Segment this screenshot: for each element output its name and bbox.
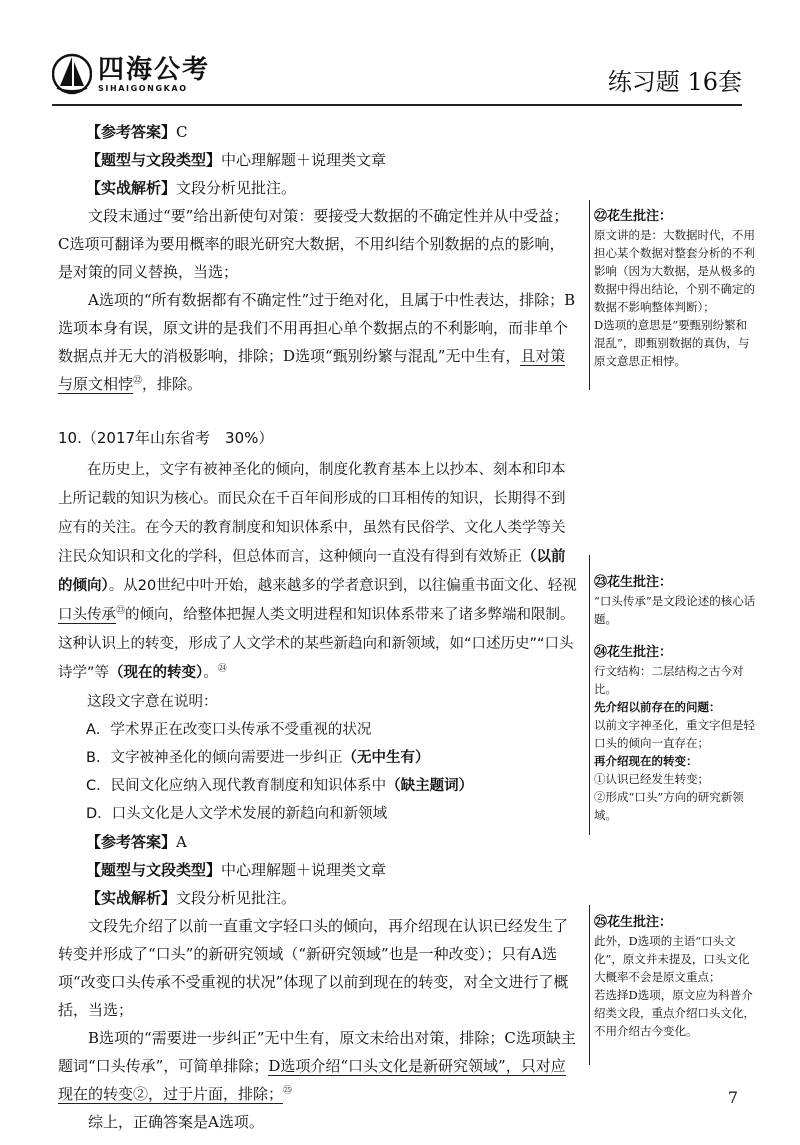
q10-option-b: B．文字被神圣化的倾向需要进一步纠正（无中生有） (86, 750, 430, 766)
q10-passage: 在历史上，文字有被神圣化的倾向，制度化教育基本上以抄本、刻本和印本上所记载的知识为核心。而民众在千百年间形成的口耳相传的知识，长期得不到应有的关注。在今天的教育制度和知识体系中，虽然有民俗学、文化人类学等关注民众知识和文化的学科，但总体而言，这种倾向一直没有得到有效矫正（以前的倾向）。从20世纪中叶开始，越来越多的学者意识到，以往偏重书面文化、轻视口头传承$^㉓$的倾向，给整体把握人类文明进程和知识体系带来了诸多弊端和限制。这种认识上的转变，形成了人文学术的某些新趋向和新领域，如“口述历史”“口头诗学”等（现在的转变）。$^㉔$ (58, 462, 577, 681)
note-22-title: ㉒花生批注： (594, 209, 673, 224)
q10-analysis-line: 【实战解析】文段分析见批注。 (86, 889, 297, 907)
q9-answer-line: 【参考答案】C (86, 123, 188, 141)
side-note-23 (594, 574, 756, 628)
brand-name-cn: 四海公考 (98, 54, 211, 85)
q10-title: 10.（2017年山东省考 30%） (58, 429, 274, 447)
sailboat-logo-icon (52, 52, 92, 96)
side-note-22 (594, 208, 756, 370)
q10-option-a: A．学术界正在改变口头传承不受重视的状况 (86, 722, 372, 738)
q9-underlined-phrase: 且对策与原文相悖 (58, 347, 566, 393)
q9-analysis-line: 【实战解析】文段分析见批注。 (86, 179, 297, 197)
q10-underlined-d-option: D选项介绍“口头文化是新研究领域”，只对应现在的转变②，过于片面，排除； (58, 1057, 566, 1103)
page-number: 7 (727, 1088, 738, 1107)
q9-analysis-p1: 文段末通过“要”给出新使句对策：要接受大数据的不确定性并从中受益；C选项可翻译为要用概率的眼光研究大数据，不用纠结个别数据的点的影响，是对策的同义替换，当选； (58, 207, 569, 281)
annotation-marker-22: ㉒ (133, 376, 143, 386)
q10-option-d: D．口头文化是人文学术发展的新趋向和新领域 (86, 806, 388, 822)
brand-logo (52, 52, 210, 96)
header-divider (52, 104, 742, 106)
series-suffix: 套 (718, 68, 742, 96)
side-note-25 (594, 914, 756, 1040)
q10-options (58, 716, 578, 828)
brand-name-en: SIHAIGONGKAO (98, 83, 188, 93)
q10-underlined-oral: 口头传承 (58, 607, 116, 623)
q10-analysis-p3: 综上，正确答案是A选项。 (88, 1113, 264, 1131)
q10-type-line: 【题型与文段类型】中心理解题＋说理类文章 (86, 861, 387, 879)
note-23-body: “口头传承”是文段论述的核心话题。 (594, 594, 756, 626)
series-number: 16 (687, 68, 718, 96)
annotation-marker-23: ㉓ (116, 606, 126, 617)
series-title (608, 62, 742, 97)
annotation-marker-24: ㉔ (217, 664, 227, 675)
note-rule-23-24 (589, 555, 590, 835)
note-25-body2: 若选择D选项，原文应为科普介绍类文段，重点介绍口头文化，不用介绍古今变化。 (594, 988, 755, 1038)
note-23-title: ㉓花生批注： (594, 575, 673, 590)
q9-analysis-p2: A选项的“所有数据都有不确定性”过于绝对化，且属于中性表达，排除；B选项本身有误，原文讲的是我们不用再担心单个数据点的不利影响，而非单个数据点并无大的消极影响，排除；D选项“甄别纷繁与混乱”无中生有，且对策与原文相悖$^㉒$，排除。 (58, 291, 576, 393)
note-rule-25 (589, 905, 590, 1065)
q10-answer: A (176, 833, 187, 851)
annotation-marker-25: ㉕ (283, 1086, 293, 1096)
q10-option-c: C．民间文化应纳入现代教育制度和知识体系中（缺主题词） (86, 778, 474, 794)
q10-analysis-p2: B选项的“需要进一步纠正”无中生有，原文未给出对策，排除；C选项缺主题词“口头传承”，可简单排除；D选项介绍“口头文化是新研究领域”，只对应现在的转变②，过于片面，排除；$^㉕$ (58, 1029, 576, 1103)
note-22-body: 原文讲的是：大数据时代，不用担心某个数据对整套分析的不利影响（因为大数据，是从极多的数据中得出结论，个别不确定的数据不影响整体判断）； (594, 228, 755, 314)
q10-stem: 这段文字意在说明： (87, 694, 218, 710)
q10-analysis-p1: 文段先介绍了以前一直重文字轻口头的倾向，再介绍现在认识已经发生了转变并形成了“口头”的新研究领域（“新研究领域”也是一种改变）；只有A选项“改变口头传承不受重视的状况”体现了以前到现在的转变，对全文进行了概括，当选； (58, 917, 569, 1019)
q9-answer: C (176, 123, 188, 141)
note-22-body2: D选项的意思是“要甄别纷繁和混乱”，即甄别数据的真伪，与原文意思正相悖。 (594, 318, 750, 368)
note-25-title: ㉕花生批注： (594, 915, 673, 930)
note-rule-22 (589, 200, 590, 390)
q9-answer-block (58, 118, 578, 398)
side-note-24: ㉔花生批注： 行文结构：二层结构之古今对比。 先介绍以前存在的问题： 以前文字神圣化，重文字但是轻口头的倾向一直存在； 再介绍现在的转变： ①认识已经发生转变； ②形成“口头”方向的研究新领域。 (594, 645, 755, 822)
q10-answer-line: 【参考答案】A (86, 833, 187, 851)
q9-type-line: 【题型与文段类型】中心理解题＋说理类文章 (86, 151, 387, 169)
series-prefix: 练习题 (607, 68, 680, 96)
q10-block (58, 424, 578, 1136)
note-24-title: ㉔花生批注： (594, 645, 673, 660)
note-25-body: 此外，D选项的主语“口头文化”，原文并未提及，口头文化大概率不会是原文重点； (594, 934, 750, 984)
